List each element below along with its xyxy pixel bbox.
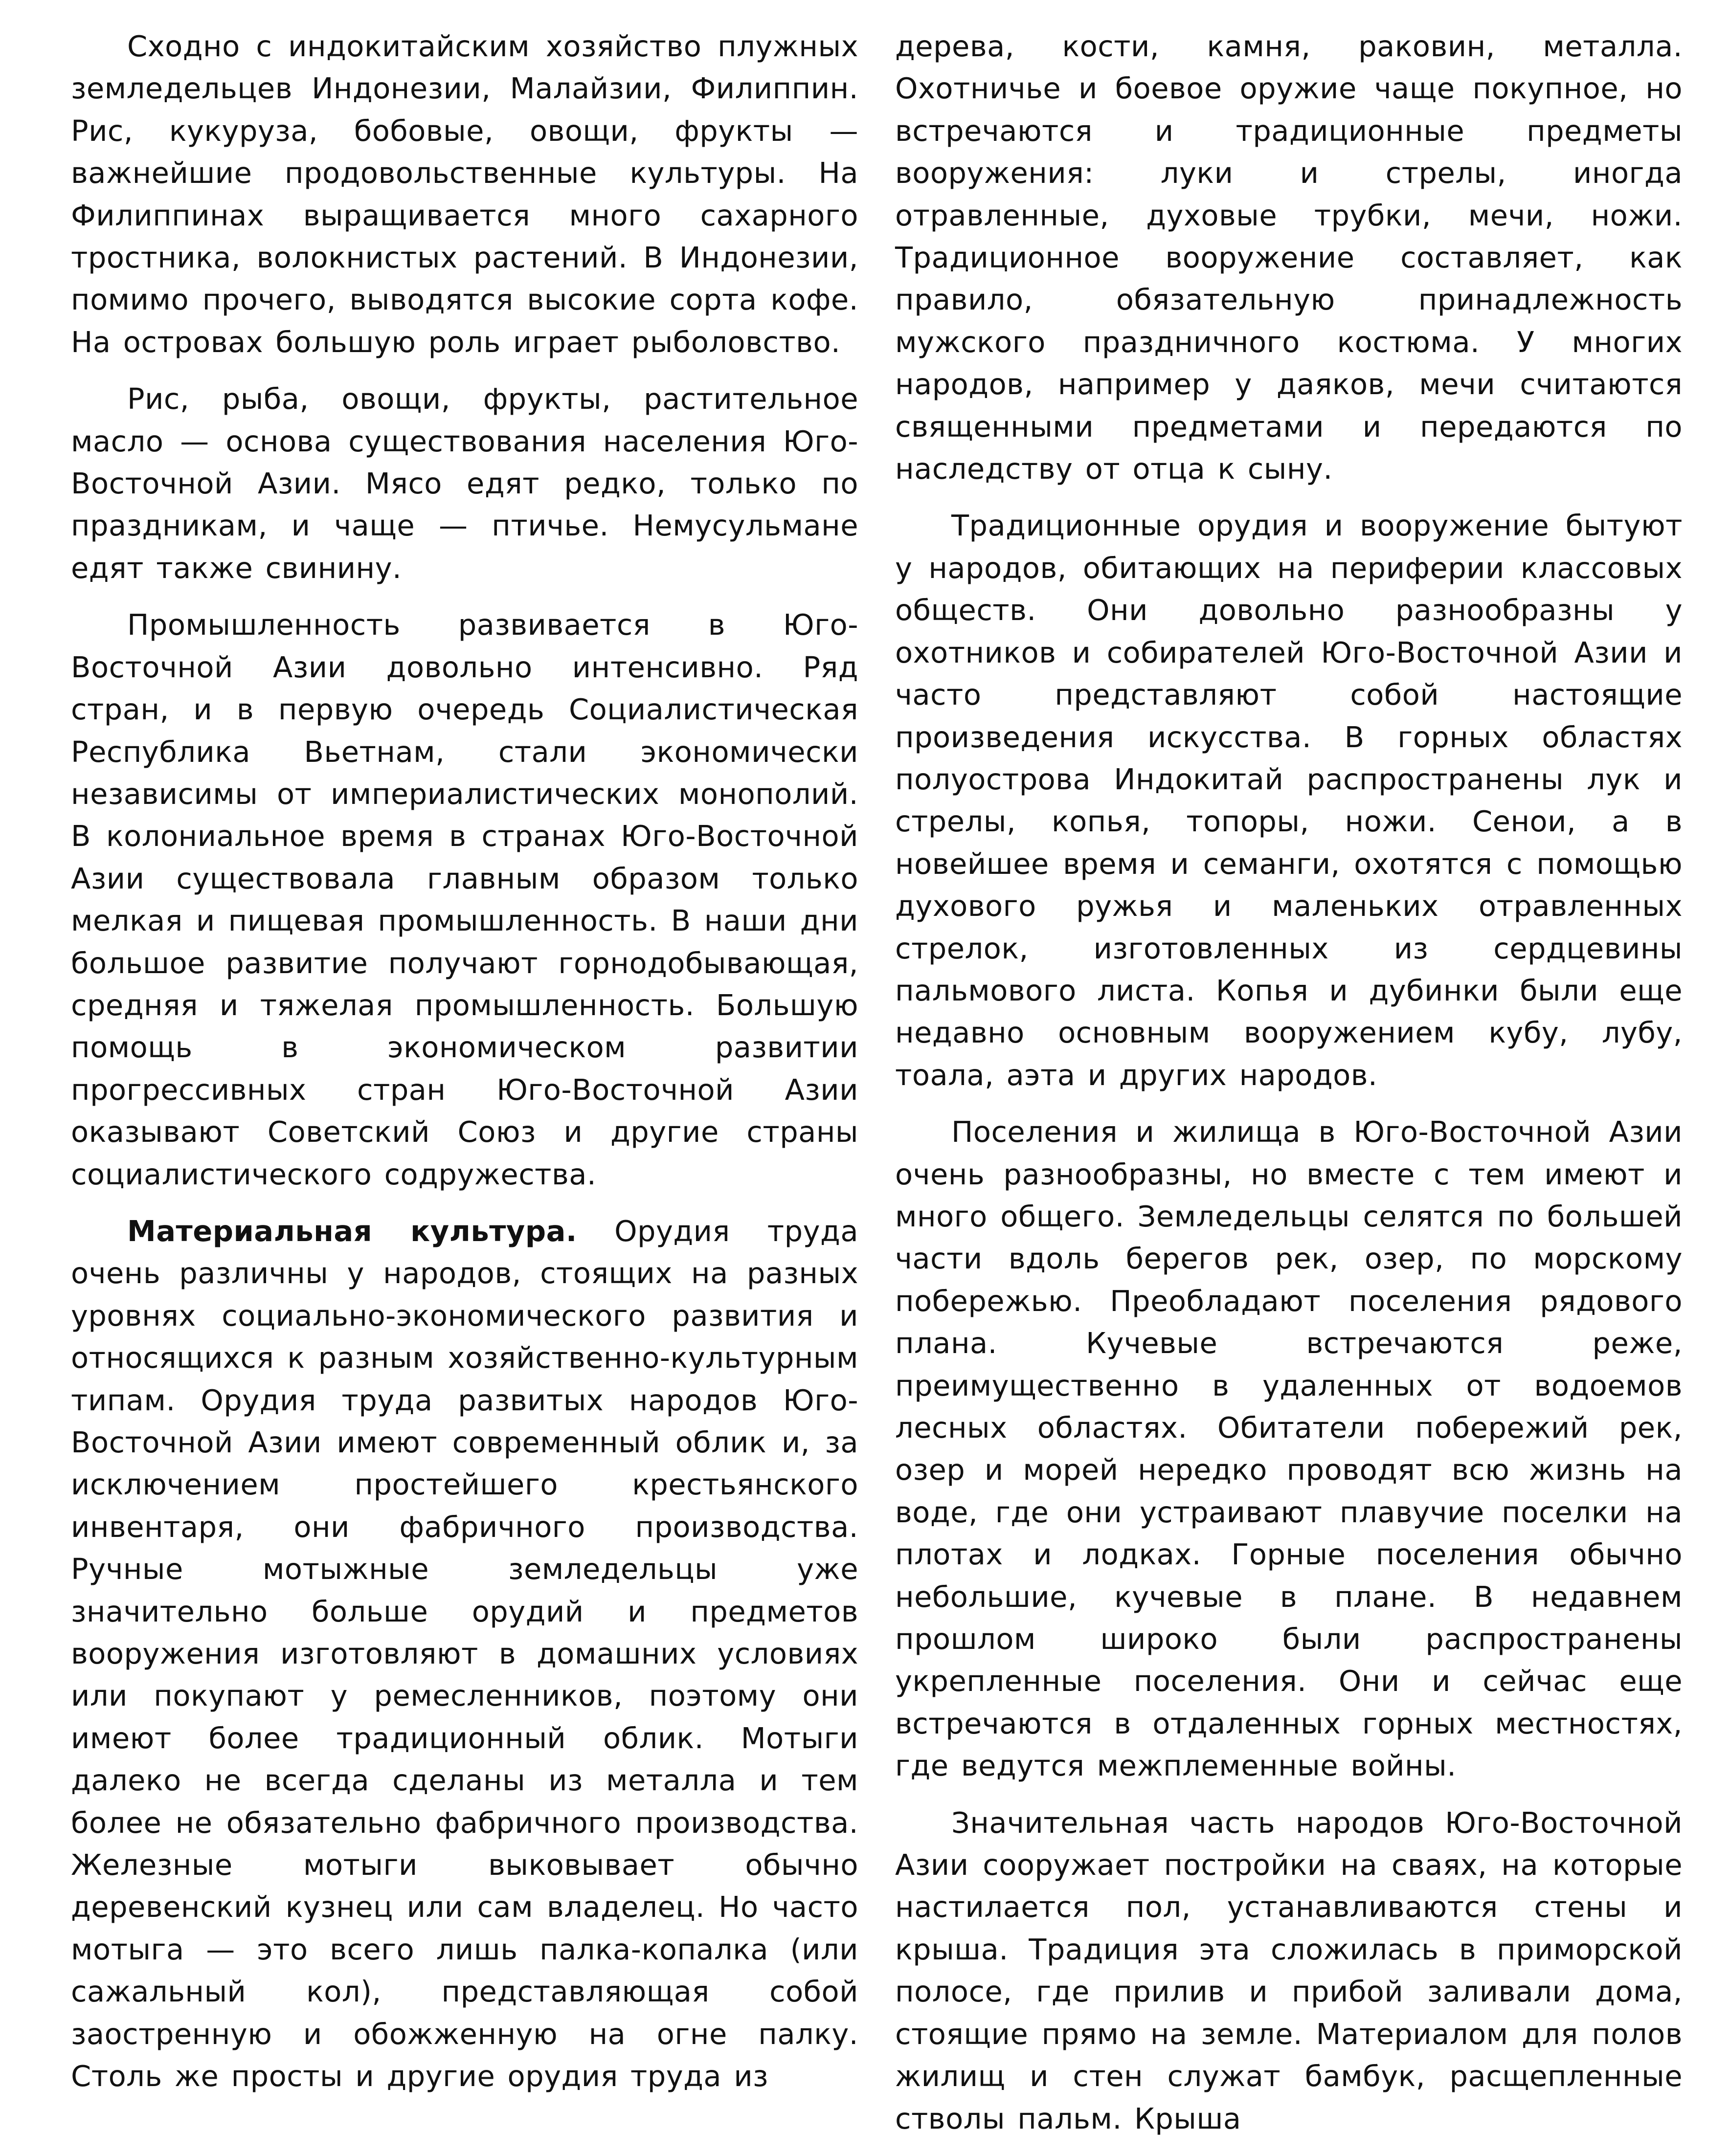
paragraph-weapons: дерева, кости, камня, раковин, металла. Охотничье и боевое оружие чаще покупное, но встречаются и традиционные предметы вооружения: луки и стрелы, иногда отравленные, духовые трубки, мечи, ножи. Традиционное вооружение составляет, как правило, обязательную принадлежность мужского праздничного костюма. У многих народов, например у даяков, мечи считаются священными предметами и передаются по наследству от отца к сыну.	[895, 29, 1683, 486]
paragraph-material-culture-text: Орудия труда очень различны у народов, стоящих на разных уровнях социально-экономического развития и относящихся к разным хозяйственно-культурным типам. Орудия труда развитых народов Юго-Восточной Азии имеют современный облик и, за исключением простейшего крестьянского инвентаря, они фабричного производства. Ручные мотыжные земледельцы уже значительно больше орудий и предметов вооружения изготовляют в домашних условиях или покупают у ремесленников, поэтому они имеют более традиционный облик. Мотыги далеко не всегда сделаны из металла и тем более не обязательно фабричного производства. Железные мотыги выковывает обычно деревенский кузнец или сам владелец. Но часто мотыга — это всего лишь палка-копалка (или сажальный кол), представляющая собой заостренную и обожженную на огне палку. Столь же просты и другие орудия труда из	[71, 1214, 858, 2093]
section-heading-material-culture: Материальная культура.	[127, 1214, 577, 1248]
paragraph-food: Рис, рыба, овощи, фрукты, растительное масло — основа существования населения Юго-Восточной Азии. Мясо едят редко, только по праздникам, и чаще — птичье. Немусульмане едят также свинину.	[71, 382, 858, 585]
paragraph-pile-dwellings: Значительная часть народов Юго-Восточной Азии сооружает постройки на сваях, на которые настилается пол, устанавливаются стены и крыша. Традиция эта сложилась в приморской полосе, где прилив и прибой заливали дома, стоящие прямо на земле. Материалом для полов жилищ и стен служат бамбук, расщепленные стволы пальм. Крыша	[895, 1805, 1683, 2135]
paragraph-agriculture: Сходно с индокитайским хозяйство плужных земледельцев Индонезии, Малайзии, Филиппин. Рис, кукуруза, бобовые, овощи, фрукты — важнейшие продовольственные культуры. На Филиппинах выращивается много сахарного тростника, волокнистых растений. В Индонезии, помимо прочего, выводятся высокие сорта кофе. На островах большую роль играет рыболовство.	[71, 29, 858, 359]
paragraph-settlements: Поселения и жилища в Юго-Восточной Азии очень разнообразны, но вместе с тем имеют и много общего. Земледельцы селятся по большей части вдоль берегов рек, озер, по морскому побережью. Преобладают поселения рядового плана. Кучевые встречаются реже, преимущественно в удаленных от водоемов лесных областях. Обитатели побережий рек, озер и морей нередко проводят всю жизнь на воде, где они устраивают плавучие поселки на плотах и лодках. Горные поселения обычно небольшие, кучевые в плане. В недавнем прошлом широко были распространены укрепленные поселения. Они и сейчас еще встречаются в отдаленных горных местностях, где ведутся межплеменные войны.	[895, 1115, 1683, 1783]
right-column	[895, 25, 1683, 2140]
paragraph-material-culture	[71, 1210, 858, 2098]
left-column	[71, 25, 858, 2098]
paragraph-traditional-tools: Традиционные орудия и вооружение бытуют у народов, обитающих на периферии классовых обществ. Они довольно разнообразны у охотников и собирателей Юго-Восточной Азии и часто представляют собой настоящие произведения искусства. В горных областях полуострова Индокитай распространены лук и стрелы, копья, топоры, ножи. Сенои, а в новейшее время и семанги, охотятся с помощью духового ружья и маленьких отравленных стрелок, изготовленных из сердцевины пальмового листа. Копья и дубинки были еще недавно основным вооружением кубу, лубу, тоала, аэта и других народов.	[895, 509, 1683, 1092]
paragraph-industry: Промышленность развивается в Юго-Восточной Азии довольно интенсивно. Ряд стран, и в первую очередь Социалистическая Республика Вьетнам, стали экономически независимы от империалистических монополий. В колониальное время в странах Юго-Восточной Азии существовала главным образом только мелкая и пищевая промышленность. В наши дни большое развитие получают горнодобывающая, средняя и тяжелая промышленность. Большую помощь в экономическом развитии прогрессивных стран Юго-Восточной Азии оказывают Советский Союз и другие страны социалистического содружества.	[71, 608, 858, 1191]
